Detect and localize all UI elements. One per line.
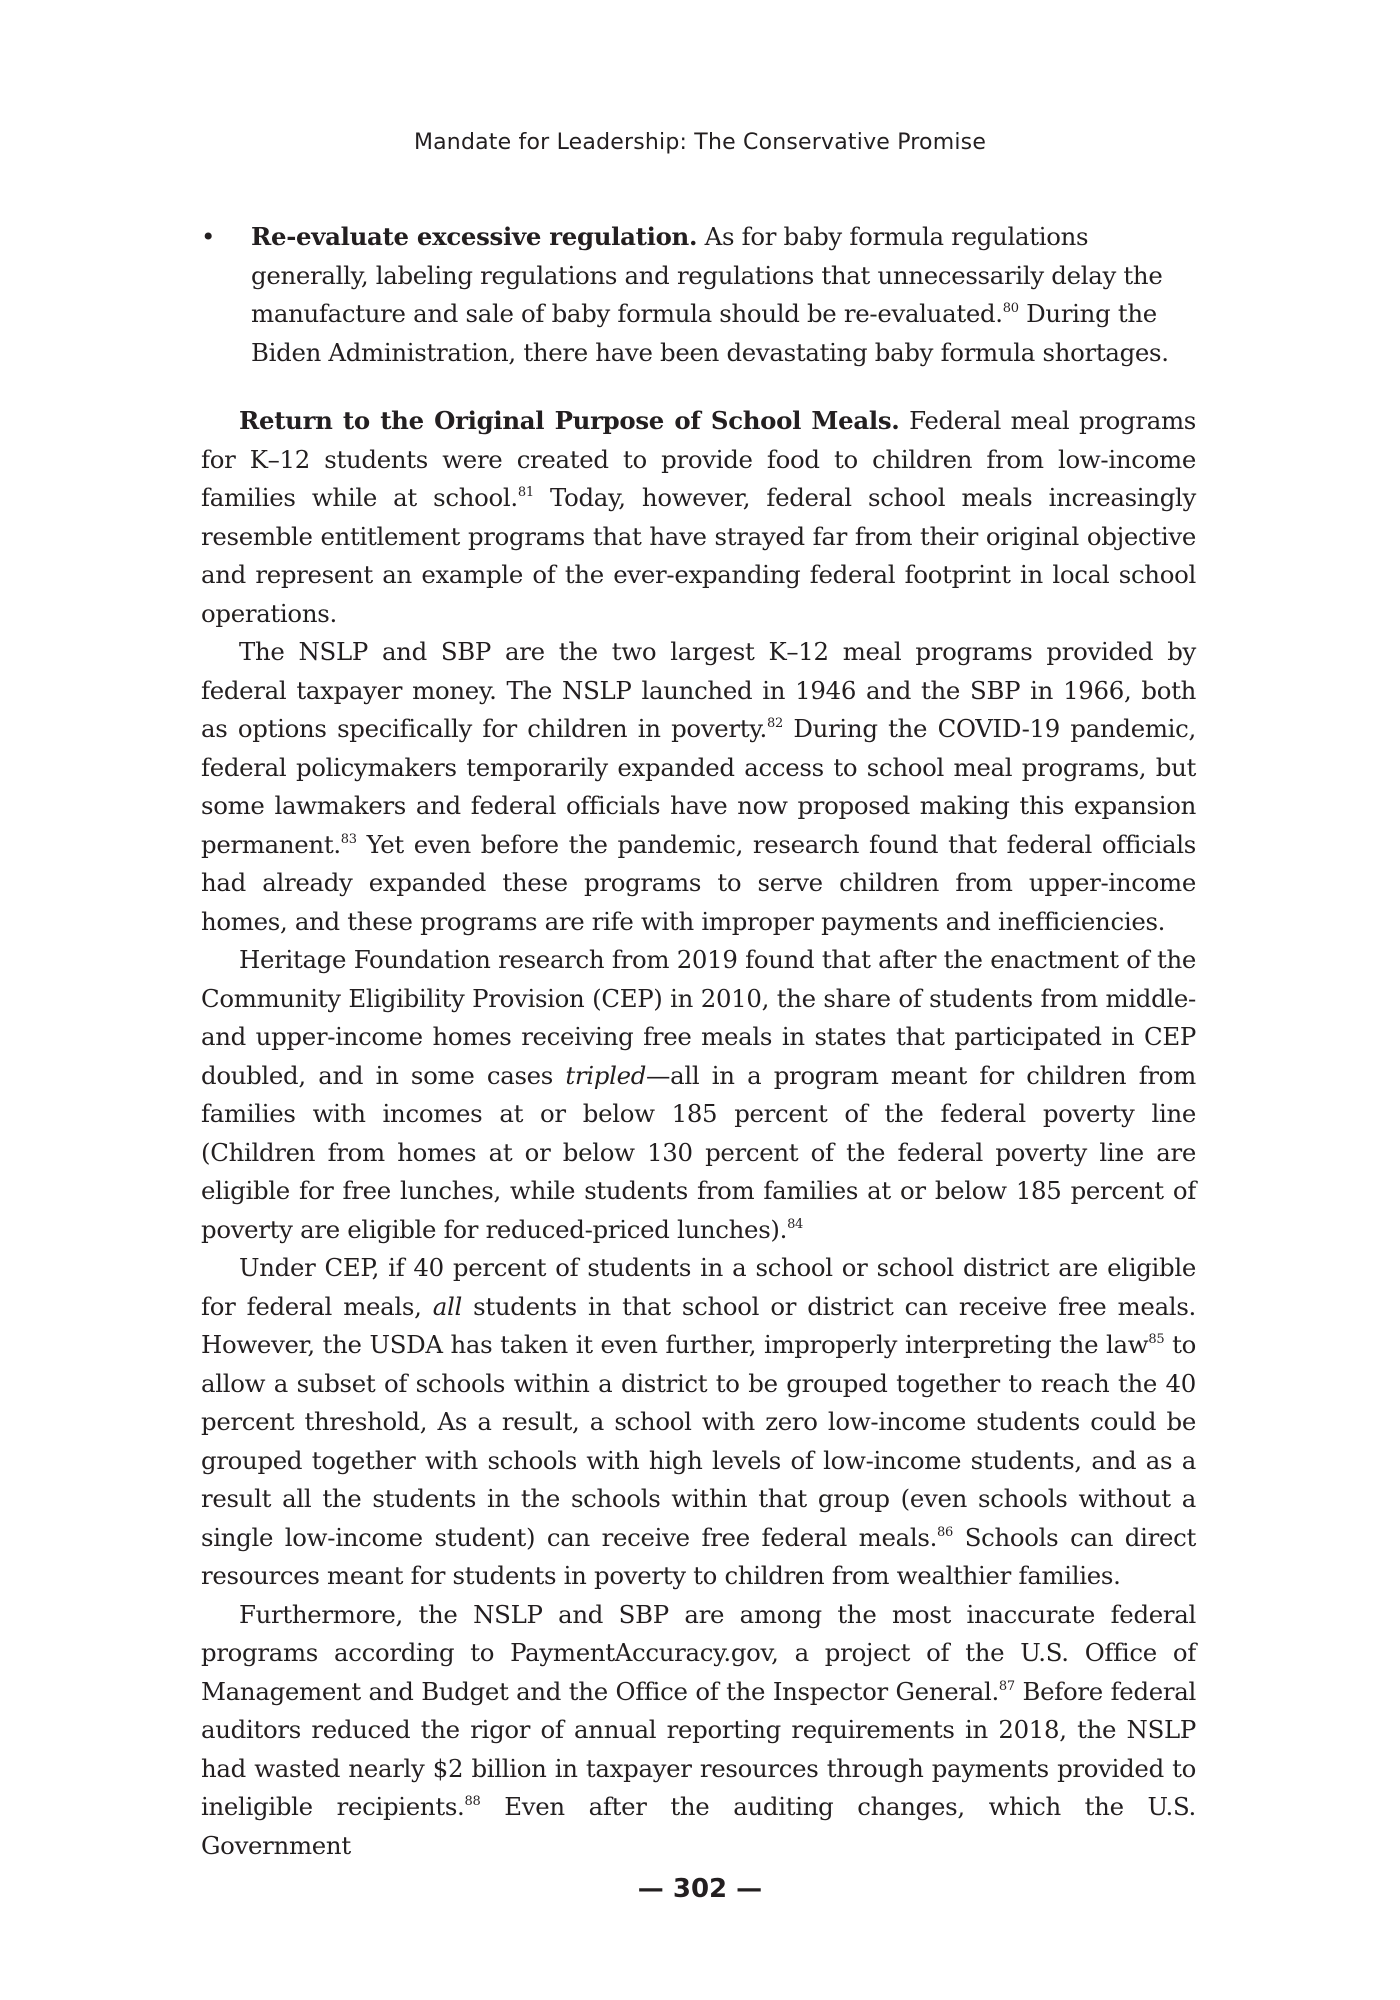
bullet-text: During the Biden Administration, there have been devastating baby formula shortages. [251,299,1169,367]
emphasis: tripled [565,1060,647,1090]
section-heading: Return to the Original Purpose of School Meals. [239,406,900,435]
footnote-ref-84[interactable]: 84 [787,1216,804,1232]
paragraph-text: Federal meal programs for K–12 students were created to provide food to children from low-income families while at school. [201,406,1196,512]
footnote-ref-80[interactable]: 80 [1002,301,1019,316]
page-body [201,218,1196,1865]
bullet-text: As for baby formula regulations generally, labeling regulations and regulations that unnecessarily delay the manufacture and sale of baby formula should be re-evaluated. [251,222,1163,328]
paragraph-text: The NSLP and SBP are the two largest K–12 meal programs provided by federal taxpayer money. The NSLP launched in 1946 and the SBP in 1966, both as options specifically for children in poverty. [201,637,1196,743]
paragraph-text: Before federal auditors reduced the rigor of annual reporting requirements in 2018, the NSLP had wasted nearly $2 billion in taxpayer resources through payments provided to ineligible recipients. [201,1676,1196,1821]
bullet-item [201,218,1196,372]
paragraph [201,1249,1196,1596]
paragraph-text: Even after the auditing changes, which the U.S. Government [201,1792,1196,1860]
paragraph [201,633,1196,941]
paragraph-text: to allow a subset of schools within a district to be grouped together to reach the 40 percent threshold, As a result, a school with zero low-income students could be grouped together with schools with high levels of low-income students, and as a result all the students in the schools within that group (even schools without a single low-income student) can receive free federal meals. [201,1330,1197,1552]
paragraph-text: students in that school or district can receive free meals. However, the USDA has taken it even further, improperly interpreting the law [201,1291,1196,1359]
paragraph [201,1596,1196,1866]
running-head: Mandate for Leadership: The Conservative Promise [413,130,987,155]
paragraph-text: Under CEP, if 40 percent of students in a school or school district are eligible for federal meals, [201,1253,1196,1321]
footnote-ref-88[interactable]: 88 [464,1794,481,1809]
paragraph-text: Heritage Foundation research from 2019 found that after the enactment of the Community Eligibility Provision (CEP) in 2010, the share of students from middle- and upper-income homes receiving free meals in states that participated in CEP doubled, and in some cases [201,945,1196,1090]
footnote-ref-83[interactable]: 83 [340,831,357,847]
bullet-heading: Re-evaluate excessive regulation. [251,222,698,251]
paragraph-text: Furthermore, the NSLP and SBP are among the most inaccurate federal programs according to PaymentAccuracy.gov, a project of the U.S. Office of Management and Budget and the Office of the Inspector General. [201,1599,1196,1706]
footnote-ref-85[interactable]: 85 [1148,1332,1165,1347]
paragraph-text: Yet even before the pandemic, research found that federal officials had already expanded these programs to serve children from upper-income homes, and these programs are rife with improper payments and inefficiencies. [201,829,1196,936]
page-number: — 302 — [637,1874,763,1904]
footnote-ref-86[interactable]: 86 [937,1524,953,1540]
footnote-ref-81[interactable]: 81 [517,485,534,500]
paragraph [201,941,1196,1249]
paragraph-text: Schools can direct resources meant for students in poverty to children from wealthier families. [201,1522,1196,1590]
paragraph-text: During the COVID-19 pandemic, federal policymakers temporarily expanded access to school meal programs, but some lawmakers and federal officials have now proposed making this expansion permanent. [201,714,1196,859]
footnote-ref-87[interactable]: 87 [998,1678,1015,1694]
bullet-marker: • [201,222,216,251]
footnote-ref-82[interactable]: 82 [766,716,783,731]
section-paragraph [201,402,1196,633]
paragraph-text: —all in a program meant for children from families with incomes at or below 185 percent of the federal poverty line (Children from homes at or below 130 percent of the federal poverty line are eligible for free lunches, while students from families at or below 185 percent of poverty are eligible for reduced-priced lunches). [201,1060,1196,1244]
emphasis: all [432,1291,462,1321]
paragraph-text: Today, however, federal school meals increasingly resemble entitlement programs that have strayed far from their original objective and represent an example of the ever-expanding federal footprint in local school operations. [201,483,1196,628]
